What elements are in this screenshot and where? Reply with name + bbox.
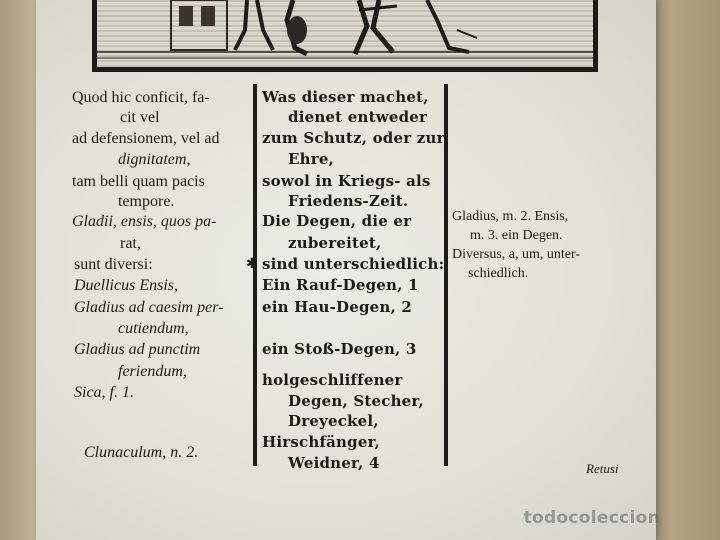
- latin-line: tam belli quam pacis: [72, 173, 205, 190]
- latin-line: Gladius ad caesim per-: [74, 299, 224, 316]
- german-line: Die Degen, die er: [262, 212, 412, 230]
- latin-line: sunt diversi:: [74, 256, 153, 273]
- column-rule-left: [253, 84, 257, 466]
- latin-line: Quod hic conficit, fa-: [72, 89, 210, 106]
- note-line: schiedlich.: [468, 266, 529, 281]
- latin-line: Clunaculum, n. 2.: [84, 444, 199, 461]
- german-line: Ein Rauf-Degen, 1: [262, 276, 419, 294]
- woodcut-scene-icon: [97, 0, 593, 67]
- german-line: ein Hau-Degen, 2: [262, 298, 412, 316]
- german-line: Friedens-Zeit.: [288, 192, 409, 210]
- german-line: Degen, Stecher,: [288, 392, 424, 410]
- watermark: todocoleccion: [523, 508, 660, 528]
- latin-line: cutiendum,: [118, 320, 189, 337]
- latin-line: Gladius ad punctim: [74, 341, 201, 358]
- latin-line: rat,: [120, 235, 141, 252]
- latin-line: dignitatem,: [118, 151, 191, 168]
- latin-line: cit vel: [120, 109, 160, 126]
- german-line: zubereitet,: [288, 234, 382, 252]
- german-line: Was dieser machet,: [262, 88, 429, 106]
- german-line: Hirschfänger,: [262, 433, 381, 451]
- latin-line: Gladii, ensis, quos pa-: [72, 213, 217, 230]
- note-line: m. 3. ein Degen.: [470, 228, 563, 243]
- latin-line: ad defensionem, vel ad: [72, 130, 220, 147]
- latin-line: feriendum,: [118, 363, 187, 380]
- german-line: zum Schutz, oder zur: [262, 129, 445, 147]
- german-line: Weidner, 4: [288, 454, 380, 472]
- catchword: Retusi: [586, 461, 619, 476]
- german-line: sowol in Kriegs- als: [262, 172, 431, 190]
- german-line: dienet entweder: [288, 108, 428, 126]
- note-line: Gladius, m. 2. Ensis,: [452, 209, 569, 224]
- woodcut-illustration: [92, 0, 598, 72]
- german-line: Ehre,: [288, 150, 335, 168]
- pointer-mark-icon: ✱: [246, 256, 258, 272]
- latin-line: Sica, f. 1.: [74, 384, 134, 401]
- german-line: holgeschliffener: [262, 371, 403, 389]
- german-line: ein Stoß-Degen, 3: [262, 340, 417, 358]
- latin-line: Duellicus Ensis,: [74, 277, 178, 294]
- note-line: Diversus, a, um, unter-: [452, 247, 581, 262]
- german-line: Dreyeckel,: [288, 412, 379, 430]
- german-line: sind unterschiedlich:: [262, 255, 445, 273]
- latin-line: tempore.: [118, 193, 175, 210]
